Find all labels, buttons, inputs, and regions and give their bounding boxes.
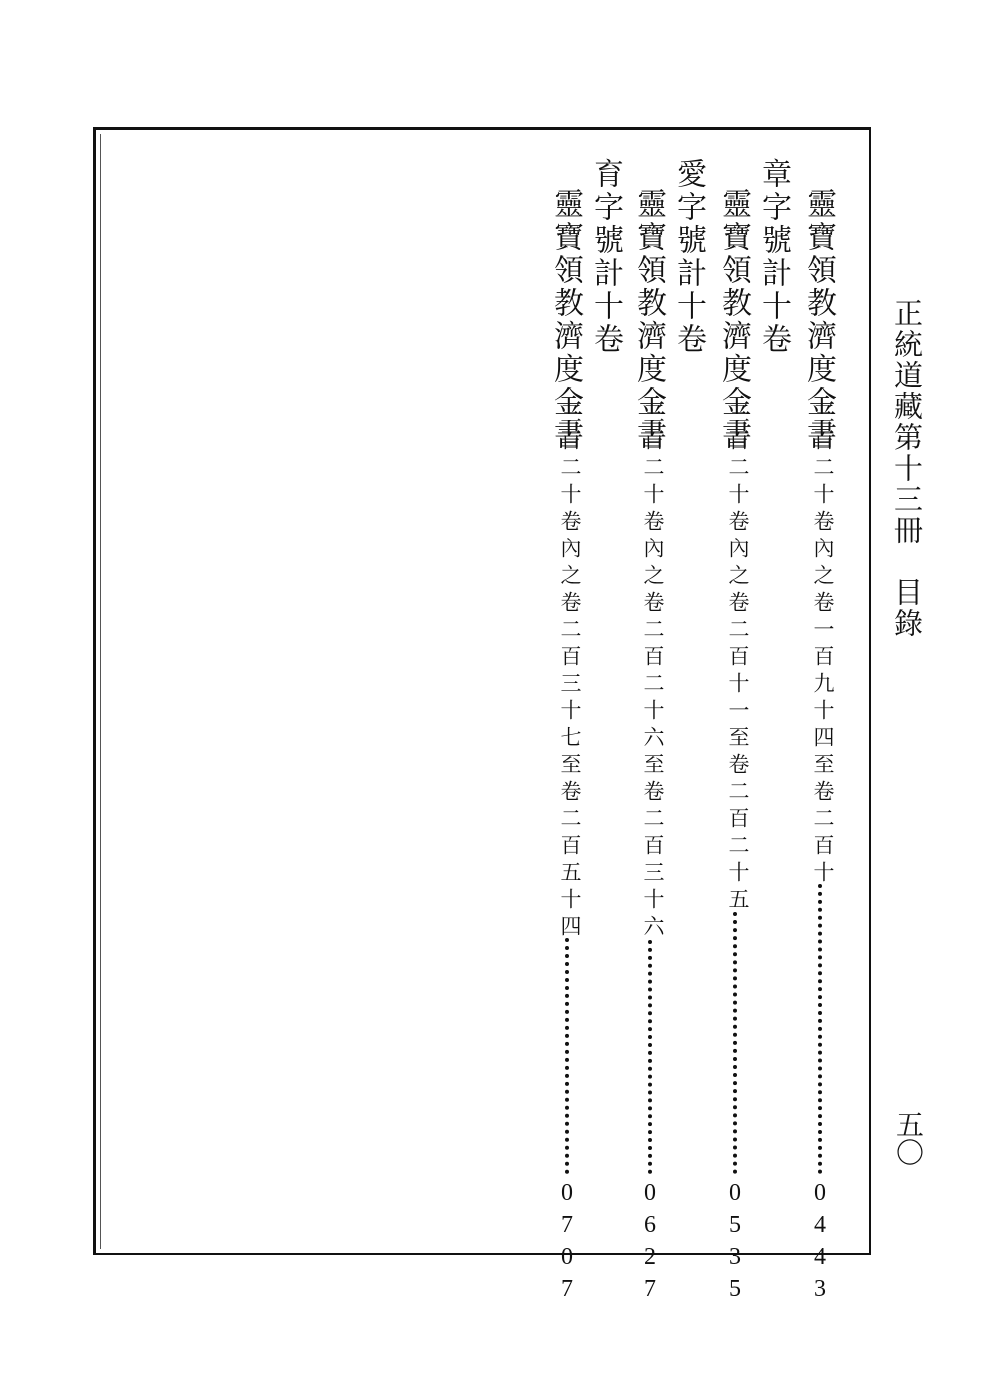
entry-detail: 三百二十卷內之卷二百三十七至卷二百五十四	[558, 402, 582, 942]
leader-dots	[648, 940, 656, 1174]
folio-number: 五〇	[892, 1110, 925, 1166]
entry-title: 靈寶領教濟度金書	[801, 188, 836, 452]
page-frame	[93, 127, 871, 1255]
entry-page-number: 0627	[637, 1180, 663, 1308]
group-heading: 愛字號計十卷	[671, 158, 706, 356]
entry-detail: 三百二十卷內之卷二百二十六至卷二百三十六	[641, 402, 665, 942]
entry-detail: 三百二十卷內之卷二百十一至卷二百二十五	[726, 402, 750, 915]
entry-detail: 三百二十卷內之卷一百九十四至卷二百十	[811, 402, 835, 888]
entry-title: 靈寶領教濟度金書	[631, 188, 666, 452]
leader-dots	[818, 884, 826, 1174]
entry-title: 靈寶領教濟度金書	[548, 188, 583, 452]
entry-page-number: 0443	[807, 1180, 833, 1308]
entry-title: 靈寶領教濟度金書	[716, 188, 751, 452]
entry-page-number: 0535	[722, 1180, 748, 1308]
group-heading: 章字號計十卷	[756, 158, 791, 356]
entry-page-number: 0707	[554, 1180, 580, 1308]
running-title: 正統道藏第十三冊 目錄	[890, 298, 924, 639]
leader-dots	[733, 912, 741, 1174]
group-heading: 育字號計十卷	[588, 158, 623, 356]
leader-dots	[565, 938, 573, 1174]
